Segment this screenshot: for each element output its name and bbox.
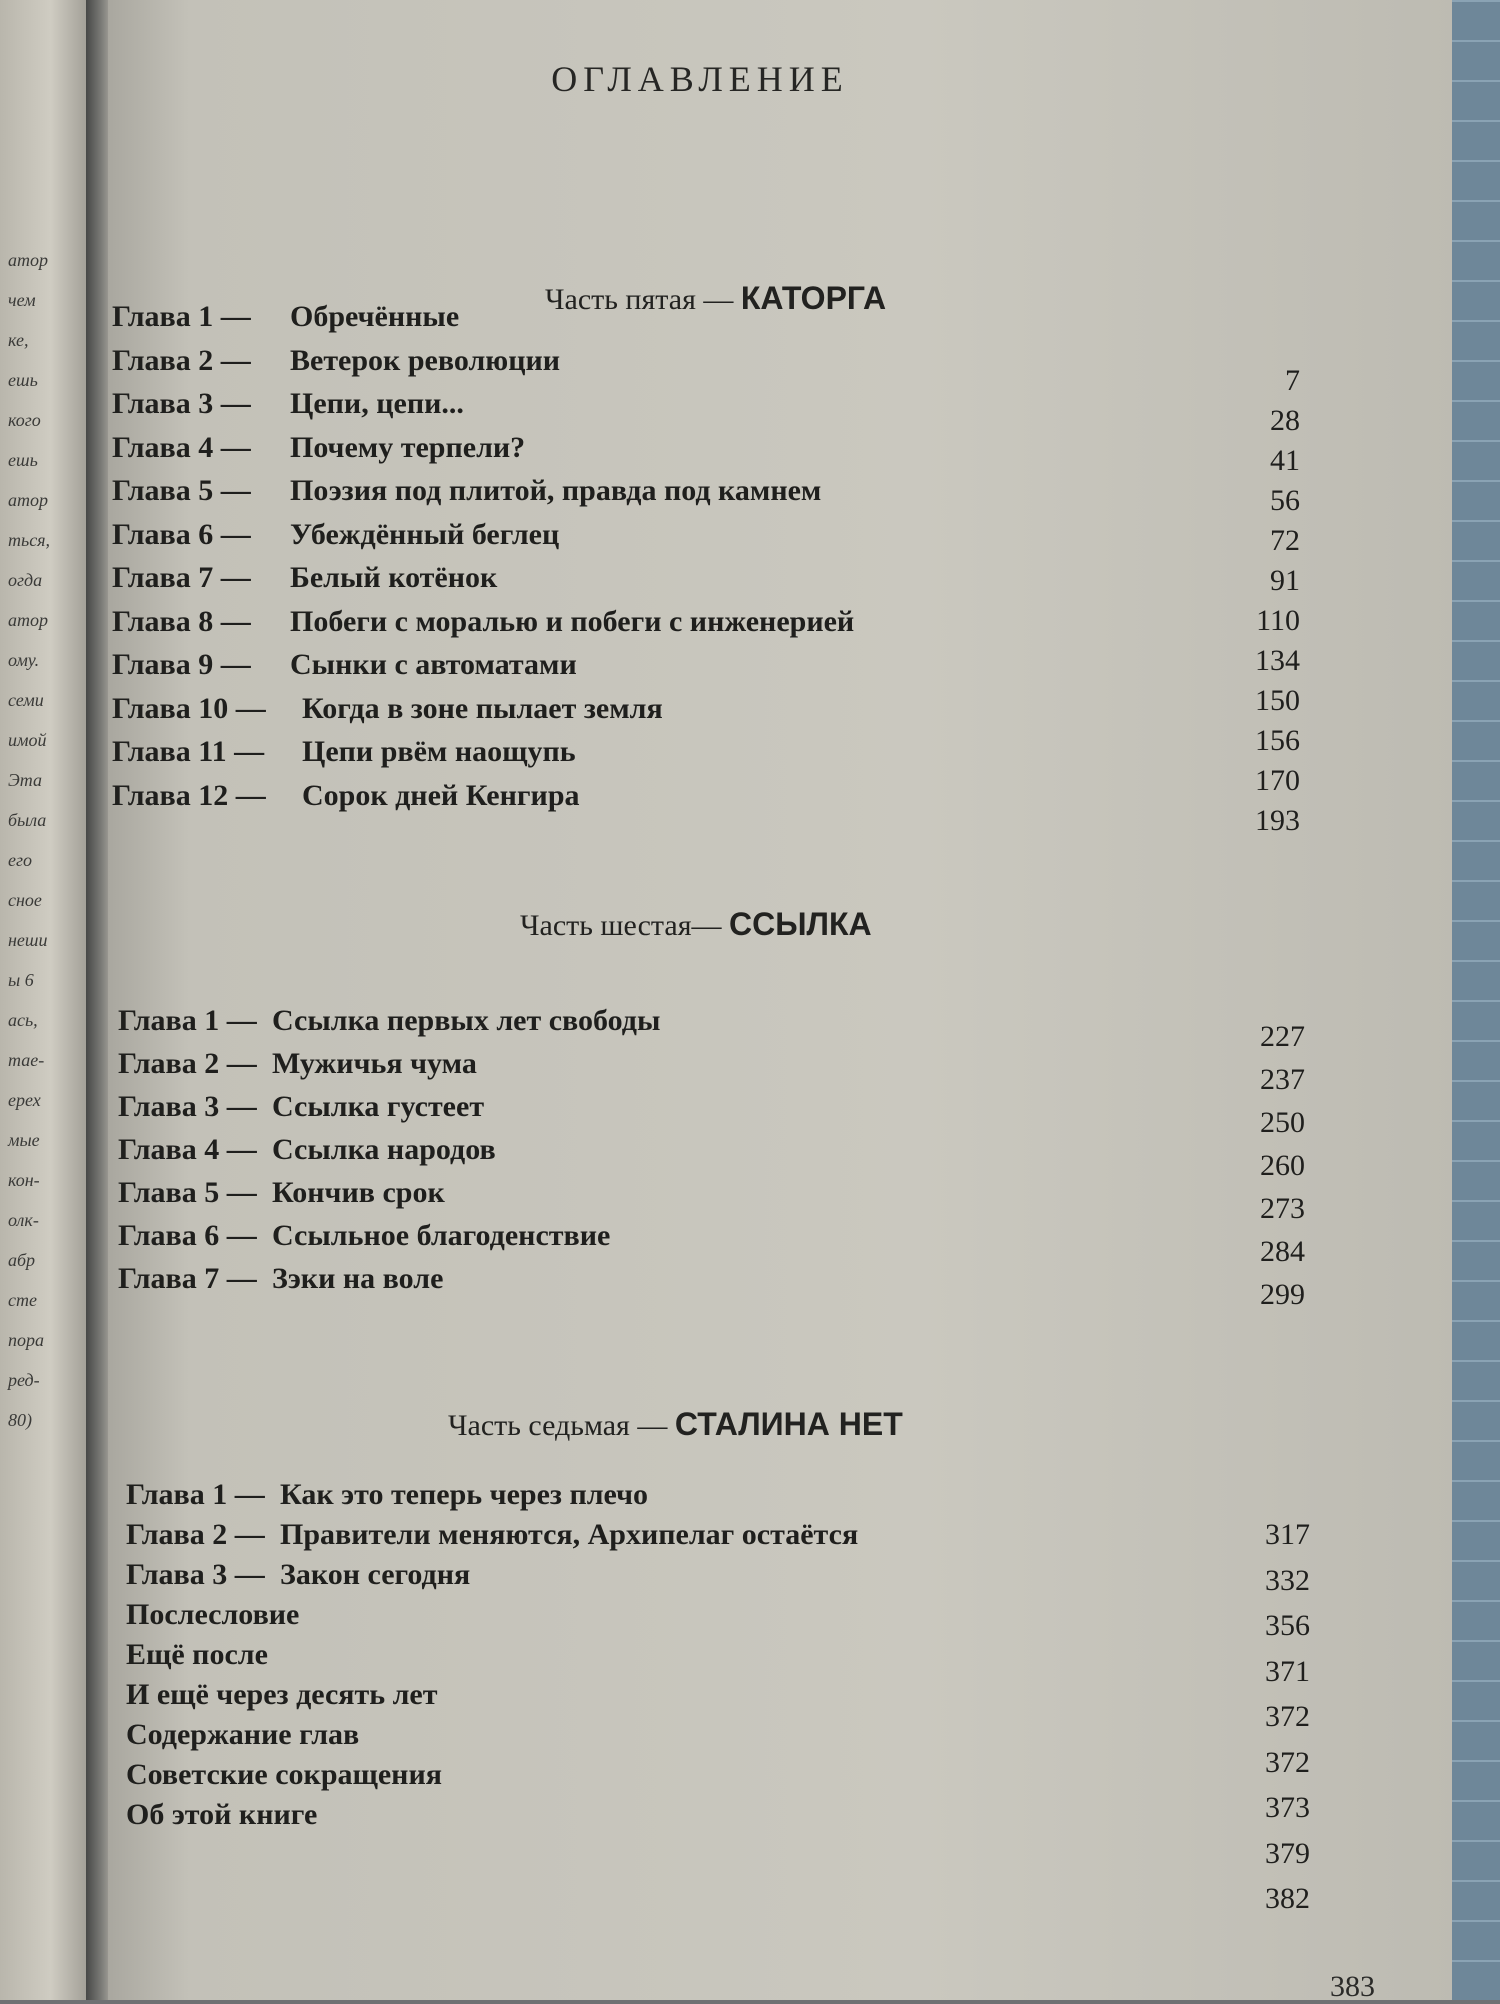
toc-page-number: 156 bbox=[1255, 724, 1300, 757]
chapter-number: Глава 1 — bbox=[126, 1478, 265, 1511]
left-page-text-fragment: Эта bbox=[8, 770, 43, 790]
chapter-title: Ещё после bbox=[126, 1638, 268, 1671]
part-6-name: ССЫЛКА bbox=[729, 906, 872, 942]
background-edge bbox=[1452, 0, 1500, 2000]
left-page-text-fragment: сте bbox=[8, 1290, 37, 1310]
toc-entry bbox=[0, 518, 1400, 558]
chapter-title: Послесловие bbox=[126, 1598, 300, 1631]
chapter-title: Поэзия под плитой, правда под камнем bbox=[290, 474, 822, 507]
chapter-number: Глава 12 — bbox=[112, 778, 266, 812]
chapter-title: Ссылка первых лет свободы bbox=[272, 1004, 661, 1037]
chapter-number: Глава 5 — bbox=[118, 1176, 257, 1209]
toc-page-number: 373 bbox=[1265, 1791, 1310, 1824]
left-page-text-fragment: ешь bbox=[8, 450, 38, 470]
part-5-name: КАТОРГА bbox=[740, 280, 887, 316]
chapter-number: Глава 3 — bbox=[126, 1558, 265, 1591]
chapter-number: Глава 1 — bbox=[118, 1004, 257, 1037]
left-page-text-fragment: мые bbox=[8, 1130, 40, 1150]
toc-page-number: 372 bbox=[1265, 1700, 1310, 1733]
toc-page-number: 150 bbox=[1255, 684, 1300, 717]
part-6-heading bbox=[520, 906, 872, 943]
chapter-title: Когда в зоне пылает земля bbox=[302, 691, 663, 725]
chapter-title: Цепи рвём наощупь bbox=[302, 735, 576, 768]
toc-page-number: 56 bbox=[1270, 484, 1300, 517]
toc-page-number: 317 bbox=[1265, 1518, 1310, 1551]
toc-entry bbox=[0, 1478, 1400, 1518]
chapter-title: Ссыльное благоденствие bbox=[272, 1219, 611, 1252]
toc-page-number: 379 bbox=[1265, 1836, 1310, 1870]
left-page-text-fragment: кого bbox=[8, 410, 41, 430]
left-page-text-fragment: чем bbox=[8, 290, 36, 310]
left-page-text-fragment: 80) bbox=[8, 1410, 32, 1430]
chapter-number: Глава 6 — bbox=[118, 1219, 257, 1252]
chapter-title: Обречённые bbox=[290, 300, 460, 333]
toc-page-number: 332 bbox=[1265, 1563, 1310, 1597]
chapter-number: Глава 3 — bbox=[118, 1090, 257, 1123]
chapter-title: Убеждённый беглец bbox=[290, 517, 560, 551]
toc-page-number: 41 bbox=[1270, 444, 1300, 477]
toc-entry bbox=[0, 648, 1400, 688]
left-page-text-fragment: ться, bbox=[8, 530, 51, 550]
chapter-number: Глава 8 — bbox=[112, 604, 251, 638]
chapter-title: Белый котёнок bbox=[290, 561, 498, 594]
chapter-number: Глава 2 — bbox=[112, 343, 251, 377]
toc-entry bbox=[0, 474, 1400, 514]
toc-entry bbox=[0, 1133, 1400, 1173]
chapter-title: Как это теперь через плечо bbox=[280, 1478, 649, 1511]
toc-entry bbox=[0, 1638, 1400, 1678]
chapter-title: Закон сегодня bbox=[280, 1558, 471, 1591]
toc-page-number: 382 bbox=[1265, 1882, 1310, 1915]
left-page-text-fragment: ерех bbox=[8, 1090, 41, 1110]
chapter-title: Зэки на воле bbox=[272, 1262, 444, 1295]
left-page-text-fragment: его bbox=[8, 850, 33, 870]
chapter-number: Глава 7 — bbox=[118, 1262, 257, 1295]
toc-entry bbox=[0, 344, 1400, 384]
left-page-text-fragment: сное bbox=[8, 890, 42, 910]
toc-page-number: 260 bbox=[1260, 1149, 1305, 1182]
chapter-number: Глава 5 — bbox=[112, 474, 251, 507]
chapter-number: Глава 6 — bbox=[112, 517, 251, 551]
toc-entry bbox=[0, 779, 1400, 819]
toc-entry bbox=[0, 1004, 1400, 1044]
toc-entry bbox=[0, 1598, 1400, 1638]
left-page-text-fragment: неши bbox=[8, 930, 48, 950]
left-page-text-fragment: ке, bbox=[8, 330, 29, 350]
toc-entry bbox=[0, 1518, 1400, 1558]
toc-page-number: 356 bbox=[1265, 1609, 1310, 1642]
chapter-title: Мужичья чума bbox=[272, 1047, 477, 1080]
chapter-number: Глава 10 — bbox=[112, 691, 266, 725]
toc-page-number: 170 bbox=[1255, 764, 1300, 797]
chapter-number: Глава 11 — bbox=[112, 735, 265, 768]
toc-page-number: 110 bbox=[1256, 604, 1300, 637]
part-6-label: Часть шестая— bbox=[520, 909, 722, 942]
page-number-folio: 383 bbox=[1330, 1970, 1375, 2003]
toc-entry bbox=[0, 1176, 1400, 1216]
chapter-title: Об этой книге bbox=[126, 1798, 318, 1831]
part-7-heading bbox=[448, 1406, 903, 1443]
left-page-text-fragment: ась, bbox=[8, 1010, 38, 1030]
toc-page-number: 284 bbox=[1260, 1235, 1305, 1268]
toc-entry bbox=[0, 605, 1400, 645]
chapter-title: Цепи, цепи... bbox=[290, 387, 464, 420]
toc-entry bbox=[0, 300, 1400, 340]
chapter-title: Ссылка народов bbox=[272, 1133, 496, 1166]
toc-page-number: 193 bbox=[1255, 804, 1300, 837]
toc-entry bbox=[0, 1558, 1400, 1598]
toc-page-number: 371 bbox=[1265, 1654, 1310, 1688]
part-7-name: СТАЛИНА НЕТ bbox=[674, 1406, 903, 1442]
toc-entry bbox=[0, 431, 1400, 471]
toc-page-number: 134 bbox=[1255, 644, 1300, 677]
chapter-number: Глава 1 — bbox=[112, 300, 251, 333]
part-5-label: Часть пятая — bbox=[545, 283, 734, 316]
left-page-text-fragment: пора bbox=[8, 1330, 44, 1350]
chapter-title: Побеги с моралью и побеги с инженерией bbox=[290, 604, 855, 638]
toc-page-number: 91 bbox=[1270, 564, 1300, 597]
left-page-text-fragment: ы 6 bbox=[8, 970, 34, 990]
chapter-number: Глава 7 — bbox=[112, 561, 251, 594]
left-page-text-fragment: огда bbox=[8, 570, 43, 590]
toc-page-number: 28 bbox=[1270, 404, 1300, 437]
chapter-title: Правители меняются, Архипелаг остаётся bbox=[280, 1518, 859, 1551]
chapter-number: Глава 2 — bbox=[118, 1047, 257, 1080]
chapter-title: Ссылка густеет bbox=[272, 1090, 485, 1123]
toc-entry bbox=[0, 1678, 1400, 1718]
toc-entry bbox=[0, 1758, 1400, 1798]
page-title: ОГЛАВЛЕНИЕ bbox=[551, 59, 849, 99]
left-page-text-fragment: атор bbox=[8, 490, 48, 510]
toc-entry bbox=[0, 735, 1400, 775]
toc-entry bbox=[0, 1262, 1400, 1302]
toc-entry bbox=[0, 561, 1400, 601]
toc-page-number: 237 bbox=[1260, 1063, 1305, 1096]
toc-page-number: 273 bbox=[1260, 1192, 1305, 1225]
toc-page-number: 250 bbox=[1260, 1106, 1305, 1139]
chapter-number: Глава 2 — bbox=[126, 1518, 265, 1551]
left-page-text-fragment: была bbox=[8, 810, 47, 830]
part-7-label: Часть седьмая — bbox=[448, 1409, 668, 1442]
left-page-text-fragment: кон- bbox=[8, 1170, 40, 1190]
toc-page-number: 372 bbox=[1265, 1745, 1310, 1779]
toc-entry bbox=[0, 1047, 1400, 1087]
toc-entry bbox=[0, 387, 1400, 427]
left-page-text-fragment: ред- bbox=[8, 1370, 40, 1390]
left-page-text-fragment: ому. bbox=[8, 650, 40, 670]
chapter-title: Советские сокращения bbox=[126, 1758, 442, 1791]
toc-page-number: 299 bbox=[1260, 1278, 1305, 1311]
toc-entry bbox=[0, 1219, 1400, 1259]
toc-entry bbox=[0, 1798, 1400, 1838]
chapter-title: Почему терпели? bbox=[290, 430, 526, 464]
toc-entry bbox=[0, 1090, 1400, 1130]
chapter-title: Кончив срок bbox=[272, 1176, 445, 1209]
chapter-title: Сынки с автоматами bbox=[290, 648, 577, 681]
chapter-title: Ветерок революции bbox=[290, 343, 561, 377]
chapter-title: И ещё через десять лет bbox=[126, 1678, 438, 1711]
left-page-text-fragment: олк- bbox=[8, 1210, 39, 1230]
left-page-text-fragment: имой bbox=[8, 730, 47, 750]
left-page-text-fragment: атор bbox=[8, 610, 48, 630]
toc-entry bbox=[0, 692, 1400, 732]
chapter-title: Сорок дней Кенгира bbox=[302, 778, 580, 812]
left-page-text-fragment: ешь bbox=[8, 370, 38, 390]
left-page-text-fragment: тае- bbox=[8, 1050, 45, 1070]
toc-page-number: 7 bbox=[1285, 364, 1300, 397]
toc-page-number: 72 bbox=[1270, 524, 1300, 557]
chapter-number: Глава 4 — bbox=[118, 1133, 257, 1166]
chapter-number: Глава 4 — bbox=[112, 430, 251, 464]
chapter-title: Содержание глав bbox=[126, 1718, 360, 1751]
toc-page-number: 227 bbox=[1260, 1020, 1305, 1053]
toc-entry bbox=[0, 1718, 1400, 1758]
left-page-text-fragment: семи bbox=[8, 690, 44, 710]
left-page-text-fragment: абр bbox=[8, 1250, 36, 1270]
chapter-number: Глава 3 — bbox=[112, 387, 251, 420]
chapter-number: Глава 9 — bbox=[112, 648, 251, 681]
left-page-text-fragment: атор bbox=[8, 250, 48, 270]
